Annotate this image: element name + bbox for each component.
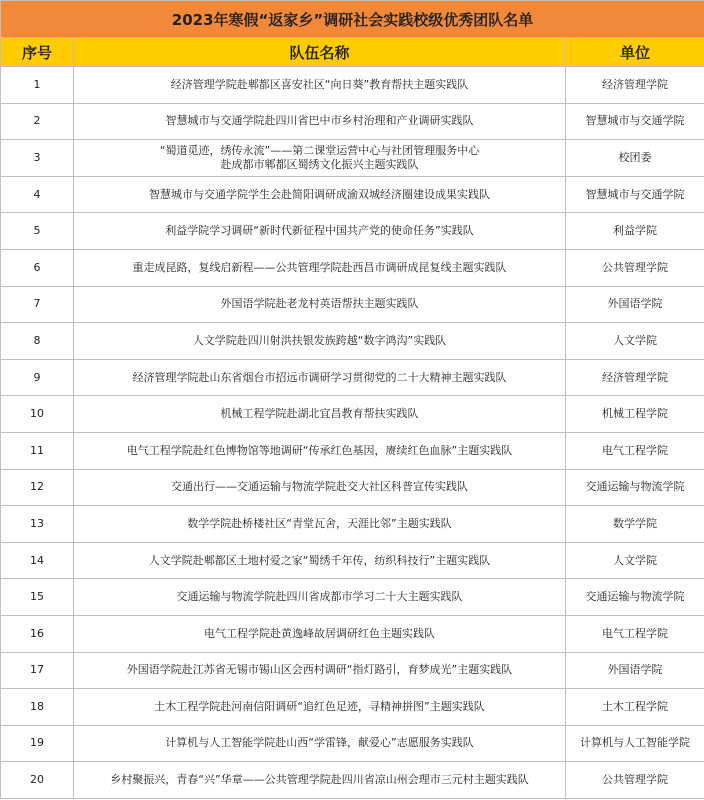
row-number: 12 bbox=[1, 469, 74, 506]
unit-name: 智慧城市与交通学院 bbox=[566, 176, 704, 213]
unit-name: 公共管理学院 bbox=[566, 762, 704, 799]
row-number: 13 bbox=[1, 506, 74, 543]
unit-name: 土木工程学院 bbox=[566, 689, 704, 726]
row-number: 5 bbox=[1, 213, 74, 250]
table-row bbox=[1, 140, 704, 177]
unit-name: 机械工程学院 bbox=[566, 396, 704, 433]
header-unit: 单位 bbox=[566, 38, 704, 67]
title-row bbox=[1, 1, 704, 38]
table-row bbox=[1, 469, 704, 506]
row-number: 14 bbox=[1, 542, 74, 579]
team-name bbox=[74, 249, 566, 286]
team-name-line: 利益学院学习调研“新时代新征程中国共产党的使命任务”实践队 bbox=[165, 224, 474, 238]
team-name bbox=[74, 103, 566, 140]
team-name bbox=[74, 140, 566, 177]
table-row bbox=[1, 615, 704, 652]
header-row bbox=[1, 38, 704, 67]
team-name bbox=[74, 213, 566, 250]
team-name bbox=[74, 689, 566, 726]
unit-name: 经济管理学院 bbox=[566, 359, 704, 396]
row-number: 8 bbox=[1, 323, 74, 360]
team-name-line: 人文学院赴郫都区土地村爱之家“蜀绣千年传，纺织科技行”主题实践队 bbox=[148, 553, 491, 567]
row-number: 1 bbox=[1, 67, 74, 104]
table-row bbox=[1, 359, 704, 396]
table-row bbox=[1, 396, 704, 433]
team-name-line: 电气工程学院赴红色博物馆等地调研“传承红色基因，赓续红色血脉”主题实践队 bbox=[126, 443, 513, 457]
table-row bbox=[1, 67, 704, 104]
table-row bbox=[1, 579, 704, 616]
table-row bbox=[1, 542, 704, 579]
team-name bbox=[74, 652, 566, 689]
row-number: 16 bbox=[1, 615, 74, 652]
team-name-line-2: 赴成都市郫都区蜀绣文化振兴主题实践队 bbox=[220, 157, 419, 171]
team-name bbox=[74, 323, 566, 360]
team-name-line: “蜀道觅迹，绣传永流”——第二课堂运营中心与社团管理服务中心 bbox=[159, 143, 480, 157]
unit-name: 校团委 bbox=[566, 140, 704, 177]
unit-name: 经济管理学院 bbox=[566, 67, 704, 104]
row-number: 10 bbox=[1, 396, 74, 433]
row-number: 18 bbox=[1, 689, 74, 726]
team-name bbox=[74, 469, 566, 506]
team-name bbox=[74, 396, 566, 433]
unit-name: 利益学院 bbox=[566, 213, 704, 250]
team-name-line: 乡村聚振兴，青春“兴”华章——公共管理学院赴四川省凉山州会理市三元村主题实践队 bbox=[110, 773, 529, 787]
team-name-line: 外国语学院赴老龙村英语帮扶主题实践队 bbox=[220, 297, 419, 311]
team-name-line: 机械工程学院赴湖北宜昌教育帮扶实践队 bbox=[220, 407, 419, 421]
team-name bbox=[74, 506, 566, 543]
unit-name: 交通运输与物流学院 bbox=[566, 469, 704, 506]
header-name: 队伍名称 bbox=[74, 38, 566, 67]
unit-name: 公共管理学院 bbox=[566, 249, 704, 286]
team-name bbox=[74, 286, 566, 323]
unit-name: 外国语学院 bbox=[566, 652, 704, 689]
page-title: 2023年寒假“返家乡”调研社会实践校级优秀团队名单 bbox=[1, 1, 704, 38]
unit-name: 人文学院 bbox=[566, 542, 704, 579]
team-name bbox=[74, 725, 566, 762]
team-name-line: 电气工程学院赴黄逸峰故居调研红色主题实践队 bbox=[204, 626, 435, 640]
unit-name: 外国语学院 bbox=[566, 286, 704, 323]
team-name-line: 经济管理学院赴郫都区喜安社区“向日葵”教育帮扶主题实践队 bbox=[170, 77, 469, 91]
row-number: 17 bbox=[1, 652, 74, 689]
team-name bbox=[74, 176, 566, 213]
row-number: 2 bbox=[1, 103, 74, 140]
unit-name: 数学学院 bbox=[566, 506, 704, 543]
row-number: 3 bbox=[1, 140, 74, 177]
row-number: 19 bbox=[1, 725, 74, 762]
unit-name: 人文学院 bbox=[566, 323, 704, 360]
table-row bbox=[1, 689, 704, 726]
team-name bbox=[74, 67, 566, 104]
table-row bbox=[1, 762, 704, 799]
team-name-line: 交通运输与物流学院赴四川省成都市学习二十大主题实践队 bbox=[176, 590, 463, 604]
row-number: 20 bbox=[1, 762, 74, 799]
row-number: 9 bbox=[1, 359, 74, 396]
table-row bbox=[1, 213, 704, 250]
table-row bbox=[1, 725, 704, 762]
team-name-line: 重走成昆路，复线启新程——公共管理学院赴西昌市调研成昆复线主题实践队 bbox=[132, 260, 507, 274]
team-name-line: 人文学院赴四川射洪扶银发族跨越“数字鸿沟”实践队 bbox=[192, 333, 447, 347]
table-row bbox=[1, 249, 704, 286]
team-name-line: 经济管理学院赴山东省烟台市招远市调研学习贯彻党的二十大精神主题实践队 bbox=[132, 370, 507, 384]
team-name-line: 外国语学院赴江苏省无锡市锡山区会西村调研“指灯路引，育梦成光”主题实践队 bbox=[126, 663, 513, 677]
row-number: 15 bbox=[1, 579, 74, 616]
team-name-line: 土木工程学院赴河南信阳调研“追红色足迹，寻精神拼图”主题实践队 bbox=[154, 699, 485, 713]
unit-name: 交通运输与物流学院 bbox=[566, 579, 704, 616]
team-name bbox=[74, 432, 566, 469]
row-number: 11 bbox=[1, 432, 74, 469]
row-number: 6 bbox=[1, 249, 74, 286]
row-number: 7 bbox=[1, 286, 74, 323]
unit-name: 电气工程学院 bbox=[566, 615, 704, 652]
table-row bbox=[1, 432, 704, 469]
team-name bbox=[74, 359, 566, 396]
team-name-line: 数学学院赴桥楼社区“青堂瓦舍，天涯比邻”主题实践队 bbox=[187, 516, 452, 530]
team-name bbox=[74, 762, 566, 799]
team-name bbox=[74, 542, 566, 579]
unit-name: 智慧城市与交通学院 bbox=[566, 103, 704, 140]
table-row bbox=[1, 103, 704, 140]
table-row bbox=[1, 506, 704, 543]
table-row bbox=[1, 286, 704, 323]
team-name-line: 智慧城市与交通学院赴四川省巴中市乡村治理和产业调研实践队 bbox=[165, 114, 474, 128]
row-number: 4 bbox=[1, 176, 74, 213]
unit-name: 计算机与人工智能学院 bbox=[566, 725, 704, 762]
table-row bbox=[1, 652, 704, 689]
team-name-line: 计算机与人工智能学院赴山西“学雷锋，献爱心”志愿服务实践队 bbox=[165, 736, 474, 750]
table-row bbox=[1, 176, 704, 213]
team-name bbox=[74, 615, 566, 652]
unit-name: 电气工程学院 bbox=[566, 432, 704, 469]
header-no: 序号 bbox=[1, 38, 74, 67]
table-row bbox=[1, 323, 704, 360]
team-name-line: 交通出行——交通运输与物流学院赴交大社区科普宣传实践队 bbox=[171, 480, 468, 494]
team-name bbox=[74, 579, 566, 616]
team-name-line: 智慧城市与交通学院学生会赴简阳调研成渝双城经济圈建设成果实践队 bbox=[149, 187, 490, 201]
